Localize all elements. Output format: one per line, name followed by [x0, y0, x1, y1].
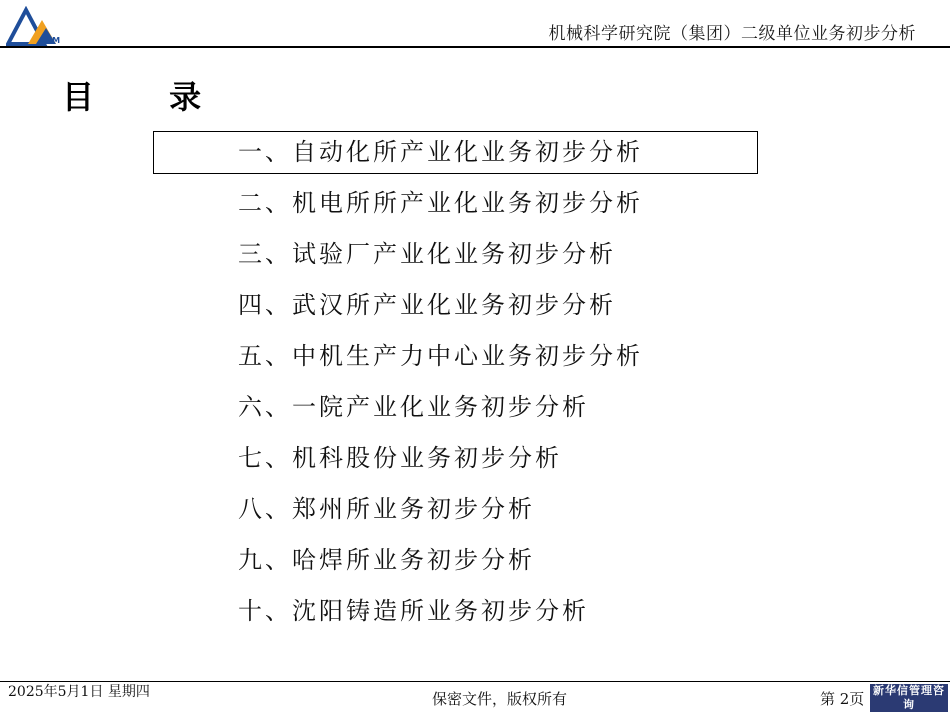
header-divider [0, 46, 950, 48]
toc-item-1[interactable]: 一、自动化所产业化业务初步分析 [238, 138, 643, 166]
toc-list [238, 131, 643, 641]
toc-item-4[interactable]: 四、武汉所产业化业务初步分析 [238, 291, 616, 319]
cam-logo [6, 6, 72, 46]
toc-item-8[interactable]: 八、郑州所业务初步分析 [238, 495, 535, 523]
toc-item-10[interactable]: 十、沈阳铸造所业务初步分析 [238, 597, 589, 625]
page-title: 目 录 [62, 78, 234, 116]
footer-divider [0, 681, 950, 682]
toc-item-9[interactable]: 九、哈焊所业务初步分析 [238, 546, 535, 574]
toc-item-5[interactable]: 五、中机生产力中心业务初步分析 [238, 342, 643, 370]
toc-item-7[interactable]: 七、机科股份业务初步分析 [238, 444, 562, 472]
header-title: 机械科学研究院（集团）二级单位业务初步分析 [548, 24, 916, 44]
page-number: 第 2页 [820, 690, 865, 708]
toc-item-6[interactable]: 六、一院产业化业务初步分析 [238, 393, 589, 421]
footer-date: 2025年5月1日 星期四 [8, 684, 150, 700]
logo-text: CAM [40, 36, 61, 45]
toc-item-3[interactable]: 三、试验厂产业化业务初步分析 [238, 240, 616, 268]
footer-confidential: 保密文件，版权所有 [432, 690, 568, 708]
sinotrust-logo-cn: 新华信管理咨询 [873, 684, 945, 711]
sinotrust-logo [870, 684, 948, 723]
toc-item-2[interactable]: 二、机电所所产业化业务初步分析 [238, 189, 643, 217]
sinotrust-logo-en: SINOTRUST [875, 713, 943, 723]
